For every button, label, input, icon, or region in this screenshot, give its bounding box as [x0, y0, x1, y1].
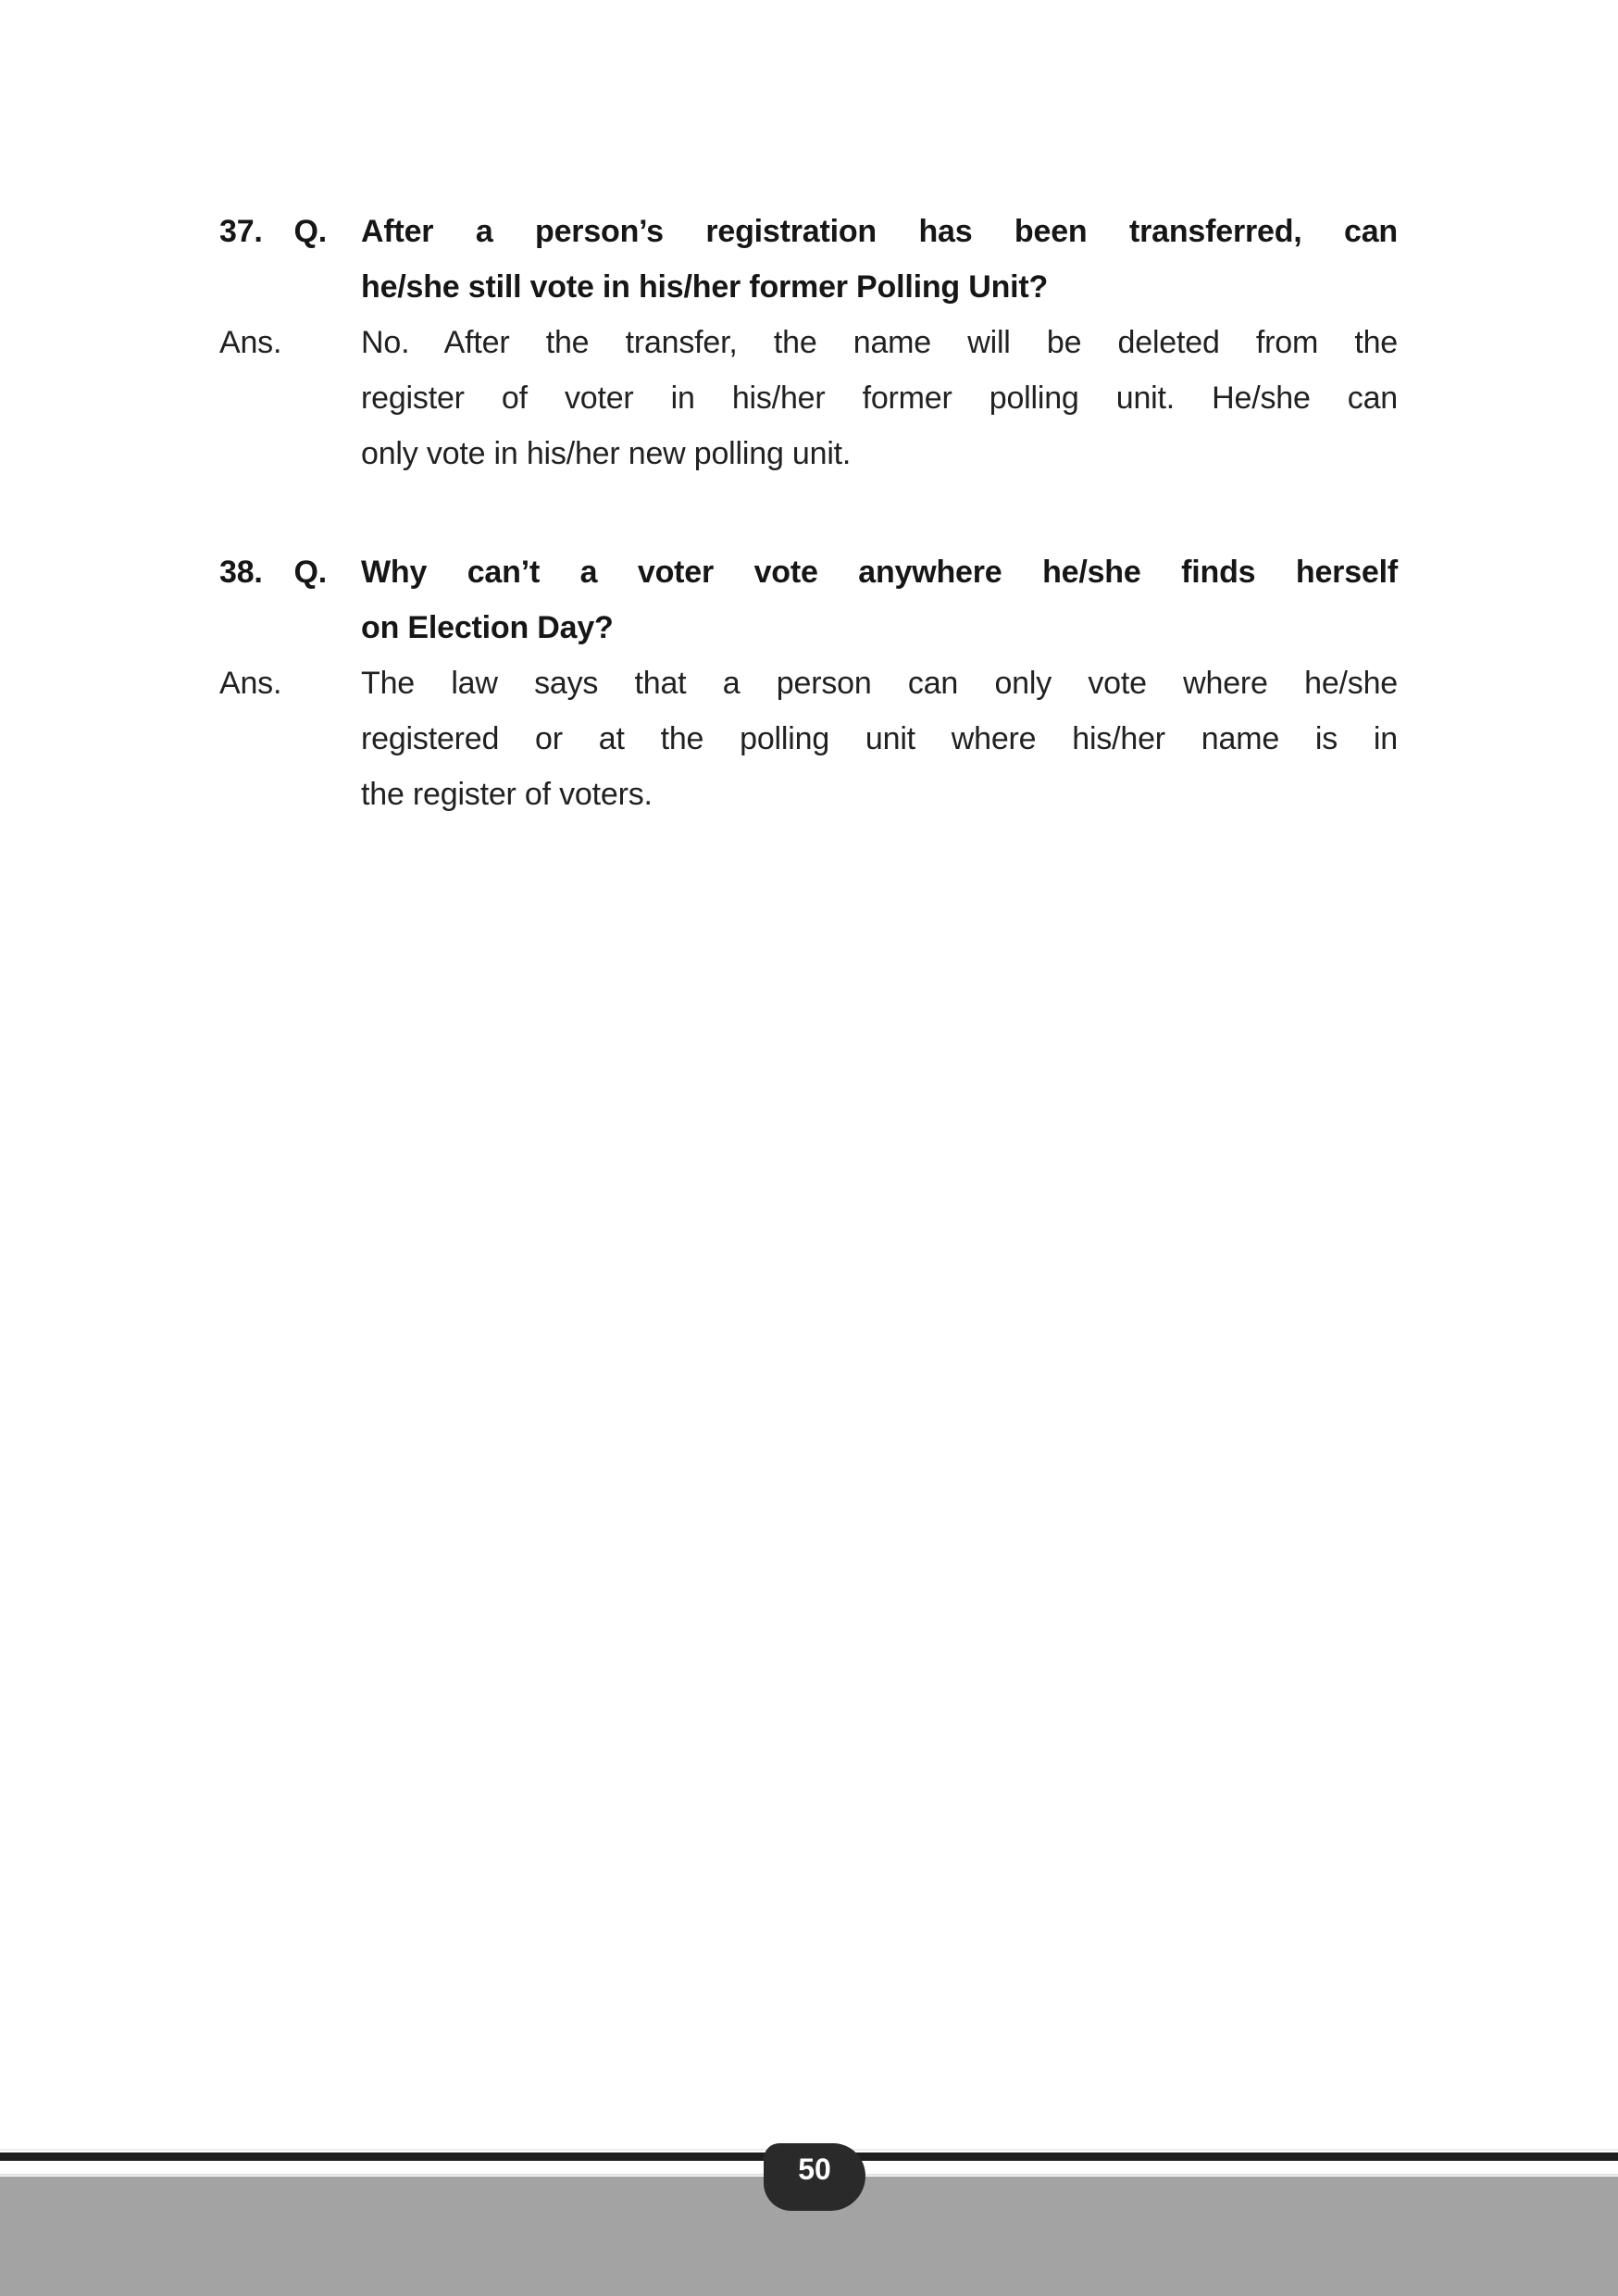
page-number: 50 — [798, 2152, 831, 2186]
answer-row — [219, 315, 1398, 481]
question-line: he/she still vote in his/her former Polling Unit? — [361, 269, 1049, 305]
question-line: on Election Day? — [361, 610, 614, 645]
question-line: After a person’s registration has been transferred, can — [361, 214, 1398, 249]
qa-item — [219, 204, 1398, 481]
question-line: Why can’t a voter vote anywhere he/she finds herself — [361, 555, 1398, 590]
answer-line: No. After the transfer, the name will be deleted from the — [361, 325, 1398, 360]
answer-line: register of voter in his/her former polling unit. He/she can — [361, 381, 1398, 416]
answer-text — [361, 655, 1398, 822]
qa-item — [219, 544, 1398, 822]
answer-row — [219, 655, 1398, 822]
question-row — [219, 204, 1398, 315]
answer-line: the register of voters. — [361, 777, 653, 812]
qa-list — [219, 204, 1398, 822]
answer-text — [361, 315, 1398, 481]
page-number-badge — [764, 2143, 865, 2211]
question-text — [361, 204, 1398, 315]
answer-line: only vote in his/her new polling unit. — [361, 436, 852, 471]
answer-line: The law says that a person can only vote where he/she — [361, 666, 1398, 701]
question-row — [219, 544, 1398, 655]
question-text — [361, 544, 1398, 655]
answer-label: Ans. — [219, 666, 282, 701]
question-number-label: 37. Q. — [219, 214, 327, 249]
answer-label: Ans. — [219, 325, 282, 360]
question-number-label: 38. Q. — [219, 555, 327, 590]
answer-line: registered or at the polling unit where his/her name is in — [361, 721, 1398, 756]
